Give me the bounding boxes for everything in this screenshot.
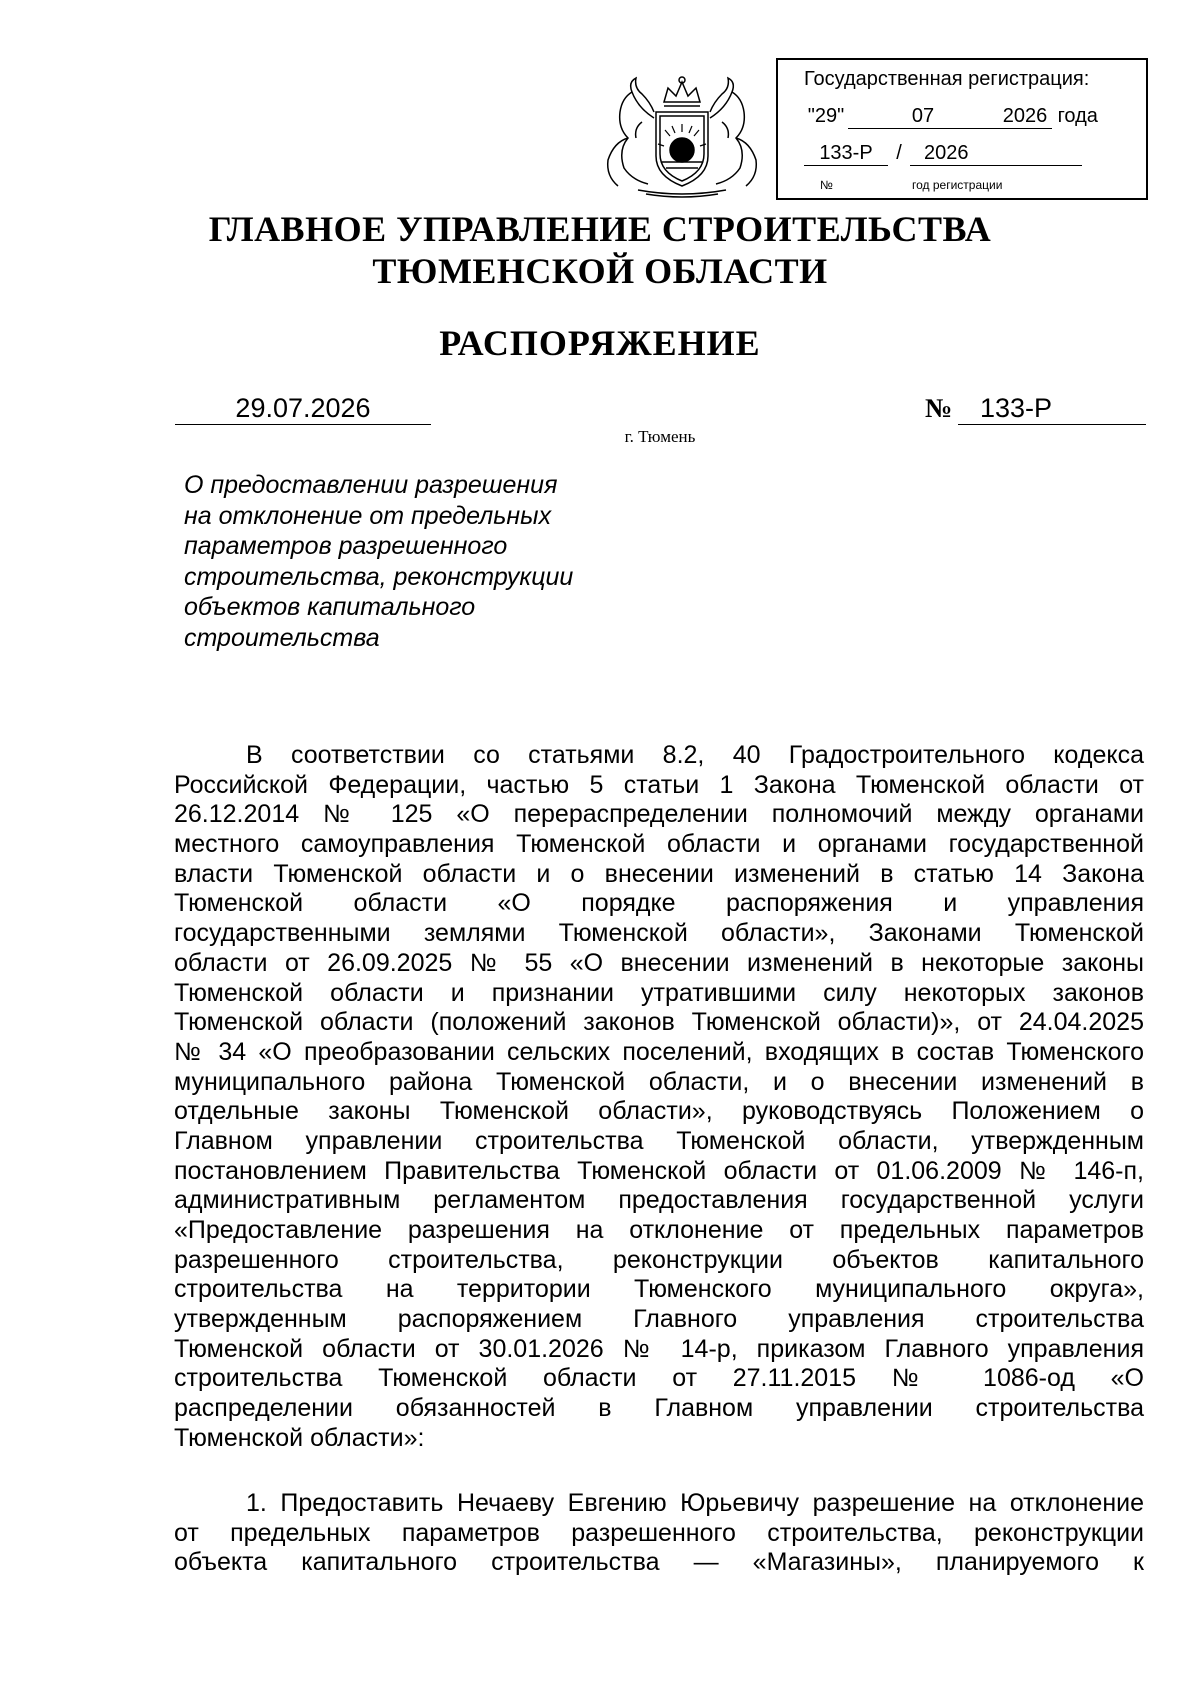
subject-line: строительства, реконструкции <box>184 562 574 591</box>
document-type-title: РАСПОРЯЖЕНИЕ <box>439 323 761 363</box>
text-line: отдельные законы Тюменской области», руководствуясь Положением о <box>174 1097 1144 1126</box>
registration-number-caption: № <box>820 178 833 192</box>
subject-line: параметров разрешенного <box>184 532 508 560</box>
coat-of-arms-emblem <box>598 72 766 198</box>
text-line: Тюменской области и признании утратившими силу некоторых законов <box>174 978 1144 1007</box>
document-subject <box>184 470 624 653</box>
subject-line: на отклонение от предельных <box>184 501 552 530</box>
text-line: 26.12.2014 № 125 «О перераспределении полномочий между органами <box>174 800 1144 829</box>
text-line: В соответствии со статьями 8.2, 40 Градостроительного кодекса <box>246 741 1144 769</box>
text-line: Тюменской области (положений законов Тюменской области)», от 24.04.2025 <box>174 1008 1144 1037</box>
text-line: Тюменской области»: <box>174 1423 425 1452</box>
text-line: государственными землями Тюменской области», Законами Тюменской <box>174 919 1144 948</box>
registration-number-row <box>804 141 1082 166</box>
text-line: «Предоставление разрешения на отклонение от предельных параметров <box>174 1216 1144 1244</box>
text-line: муниципального района Тюменской области, и о внесении изменений в <box>174 1067 1144 1096</box>
preamble-paragraph <box>174 741 1144 1454</box>
text-line: местного самоуправления Тюменской области и органами государственной <box>174 830 1144 859</box>
registration-year-caption: год регистрации <box>912 178 1003 192</box>
registration-year-suffix: года <box>1057 105 1098 127</box>
registration-reg-year: 2026 <box>910 141 1082 166</box>
text-line: административным регламентом предоставления государственной услуги <box>174 1186 1144 1215</box>
text-line: власти Тюменской области и о внесении изменений в статью 14 Закона <box>174 859 1144 888</box>
text-line: области от 26.09.2025 № 55 «О внесении изменений в некоторые законы <box>174 948 1144 977</box>
text-line: утвержденным распоряжением Главного управления строительства <box>174 1305 1144 1334</box>
registration-date-row <box>804 104 1098 129</box>
clause-1-paragraph <box>174 1489 1144 1578</box>
subject-line: О предоставлении разрешения <box>184 471 558 499</box>
registration-title: Государственная регистрация: <box>804 68 1090 90</box>
text-line: № 34 «О преобразовании сельских поселений, входящих в состав Тюменского <box>174 1037 1144 1066</box>
registration-number: 133-Р <box>804 141 888 166</box>
text-line: разрешенного строительства, реконструкции объектов капитального <box>174 1245 1144 1274</box>
text-line: распределении обязанностей в Главном управлении строительства <box>174 1394 1144 1423</box>
subject-line: строительства <box>184 623 380 652</box>
document-number: 133-Р <box>958 392 1146 425</box>
text-line: Главном управлении строительства Тюменской области, утвержденным <box>174 1126 1144 1155</box>
text-line: постановлением Правительства Тюменской области от 01.06.2009 № 146-п, <box>174 1156 1144 1185</box>
text-line: объекта капитального строительства — «Магазины», планируемого к <box>174 1548 1144 1577</box>
number-sign: № <box>925 393 953 423</box>
text-line: Тюменской области от 30.01.2026 № 14-р, приказом Главного управления <box>174 1334 1144 1363</box>
text-line: строительства Тюменской области от 27.11.2015 № 1086-од «О <box>174 1364 1144 1393</box>
text-line: 1. Предоставить Нечаеву Евгению Юрьевичу разрешение на отклонение <box>246 1489 1144 1517</box>
text-line: Тюменской области «О порядке распоряжения и управления <box>174 889 1144 918</box>
registration-day: "29" <box>807 105 845 127</box>
organization-name-line1: ГЛАВНОЕ УПРАВЛЕНИЕ СТРОИТЕЛЬСТВА <box>208 209 992 249</box>
registration-stamp <box>776 58 1148 200</box>
subject-line: объектов капитального <box>184 593 476 621</box>
city-name: г. Тюмень <box>624 427 696 446</box>
organization-name-line2: ТЮМЕНСКОЙ ОБЛАСТИ <box>372 251 828 291</box>
registration-year: 2026 <box>998 104 1052 129</box>
document-date: 29.07.2026 <box>175 392 431 425</box>
text-line: строительства на территории Тюменского муниципального округа», <box>174 1275 1144 1304</box>
text-line: от предельных параметров разрешенного строительства, реконструкции <box>174 1518 1144 1547</box>
registration-separator: / <box>896 142 902 164</box>
text-line: Российской Федерации, частью 5 статьи 1 Закона Тюменской области от <box>174 770 1144 799</box>
registration-month: 07 <box>848 104 998 129</box>
